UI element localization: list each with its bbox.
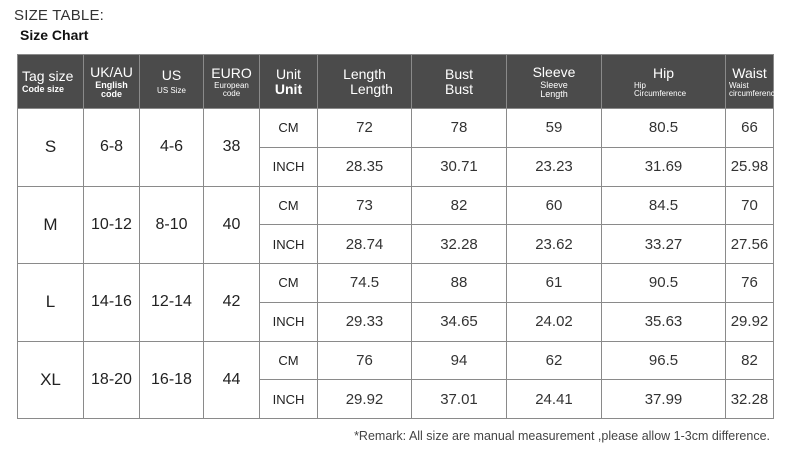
chart-subtitle: Size Chart [20, 27, 89, 43]
waist-cell: 70 [726, 186, 774, 225]
unit-cell: CM [260, 109, 318, 148]
header-us [140, 55, 204, 109]
waist-cell: 66 [726, 109, 774, 148]
us-size-cell: 16-18 [140, 341, 204, 419]
uk-code-cell: 14-16 [84, 264, 140, 342]
header-uk-sub1: English [95, 79, 128, 90]
header-uk-au [84, 55, 140, 109]
us-size-cell: 4-6 [140, 109, 204, 187]
length-cell: 73 [318, 186, 412, 225]
sleeve-cell: 24.02 [507, 302, 602, 341]
size-cell: M [18, 186, 84, 264]
header-unit-sub: Unit [274, 81, 303, 97]
length-cell: 29.33 [318, 302, 412, 341]
bust-cell: 88 [412, 264, 507, 303]
euro-code-cell: 40 [204, 186, 260, 264]
page-title: SIZE TABLE: [14, 7, 105, 24]
unit-cell: INCH [260, 225, 318, 264]
header-us-sub: US Size [157, 86, 186, 95]
table-row [18, 341, 774, 380]
header-uk-sub2: code [100, 88, 122, 99]
waist-cell: 27.56 [726, 225, 774, 264]
length-cell: 76 [318, 341, 412, 380]
header-euro [204, 55, 260, 109]
header-sleeve-label: Sleeve [532, 63, 576, 80]
hip-cell: 80.5 [602, 109, 726, 148]
header-hip-sub1: Hip [634, 80, 647, 90]
header-uk-au-label: UK/AU [90, 63, 133, 80]
header-waist [726, 55, 780, 109]
size-cell: S [18, 109, 84, 187]
unit-cell: CM [260, 341, 318, 380]
hip-cell: 31.69 [602, 147, 726, 186]
unit-cell: INCH [260, 147, 318, 186]
hip-cell: 35.63 [602, 302, 726, 341]
unit-cell: CM [260, 264, 318, 303]
header-tag-size-label: Tag size [22, 68, 74, 84]
unit-cell: CM [260, 186, 318, 225]
length-cell: 74.5 [318, 264, 412, 303]
header-bust-sub: Bust [444, 81, 473, 97]
sleeve-cell: 24.41 [507, 380, 602, 419]
uk-code-cell: 10-12 [84, 186, 140, 264]
sleeve-cell: 23.62 [507, 225, 602, 264]
uk-code-cell: 18-20 [84, 341, 140, 419]
header-waist-label: Waist [732, 64, 767, 81]
hip-cell: 37.99 [602, 380, 726, 419]
header-bust [412, 55, 507, 109]
header-unit-label: Unit [276, 66, 301, 82]
header-sleeve [507, 55, 602, 109]
hip-cell: 90.5 [602, 264, 726, 303]
header-hip-label: Hip [652, 64, 674, 81]
table-row [18, 264, 774, 303]
header-waist-sub1: Waist [729, 80, 749, 90]
header-us-label: US [161, 67, 182, 83]
header-hip [602, 55, 726, 109]
header-euro-label: EURO [211, 64, 252, 81]
header-waist-sub2: circumference [729, 88, 780, 98]
table-row [18, 109, 774, 148]
waist-cell: 82 [726, 341, 774, 380]
header-length [318, 55, 412, 109]
waist-cell: 29.92 [726, 302, 774, 341]
us-size-cell: 8-10 [140, 186, 204, 264]
length-cell: 28.74 [318, 225, 412, 264]
header-length-sub: Length [350, 81, 393, 97]
hip-cell: 84.5 [602, 186, 726, 225]
header-euro-sub1: European [214, 80, 249, 90]
bust-cell: 37.01 [412, 380, 507, 419]
header-tag-size [18, 55, 84, 109]
hip-cell: 96.5 [602, 341, 726, 380]
bust-cell: 32.28 [412, 225, 507, 264]
bust-cell: 78 [412, 109, 507, 148]
length-cell: 28.35 [318, 147, 412, 186]
header-code-size-label: Code size [22, 84, 65, 94]
size-chart-table [17, 54, 780, 419]
sleeve-cell: 60 [507, 186, 602, 225]
sleeve-cell: 59 [507, 109, 602, 148]
sleeve-cell: 62 [507, 341, 602, 380]
bust-cell: 82 [412, 186, 507, 225]
bust-cell: 94 [412, 341, 507, 380]
sleeve-cell: 23.23 [507, 147, 602, 186]
us-size-cell: 12-14 [140, 264, 204, 342]
unit-cell: INCH [260, 302, 318, 341]
header-length-label: Length [343, 66, 386, 82]
waist-cell: 32.28 [726, 380, 774, 419]
sleeve-cell: 61 [507, 264, 602, 303]
header-euro-sub2: code [222, 88, 241, 98]
header-row [18, 55, 774, 109]
waist-cell: 76 [726, 264, 774, 303]
size-cell: L [18, 264, 84, 342]
euro-code-cell: 42 [204, 264, 260, 342]
bust-cell: 30.71 [412, 147, 507, 186]
header-bust-label: Bust [444, 66, 473, 82]
hip-cell: 33.27 [602, 225, 726, 264]
unit-cell: INCH [260, 380, 318, 419]
header-hip-sub2: Circumference [634, 88, 687, 98]
length-cell: 29.92 [318, 380, 412, 419]
remark-note: *Remark: All size are manual measurement ,please allow 1-3cm difference. [354, 429, 770, 443]
header-sleeve-sub1: Sleeve [540, 79, 568, 90]
header-unit [260, 55, 318, 109]
euro-code-cell: 44 [204, 341, 260, 419]
bust-cell: 34.65 [412, 302, 507, 341]
size-cell: XL [18, 341, 84, 419]
waist-cell: 25.98 [726, 147, 774, 186]
uk-code-cell: 6-8 [84, 109, 140, 187]
header-sleeve-sub2: Length [540, 88, 568, 99]
euro-code-cell: 38 [204, 109, 260, 187]
table-row [18, 186, 774, 225]
length-cell: 72 [318, 109, 412, 148]
